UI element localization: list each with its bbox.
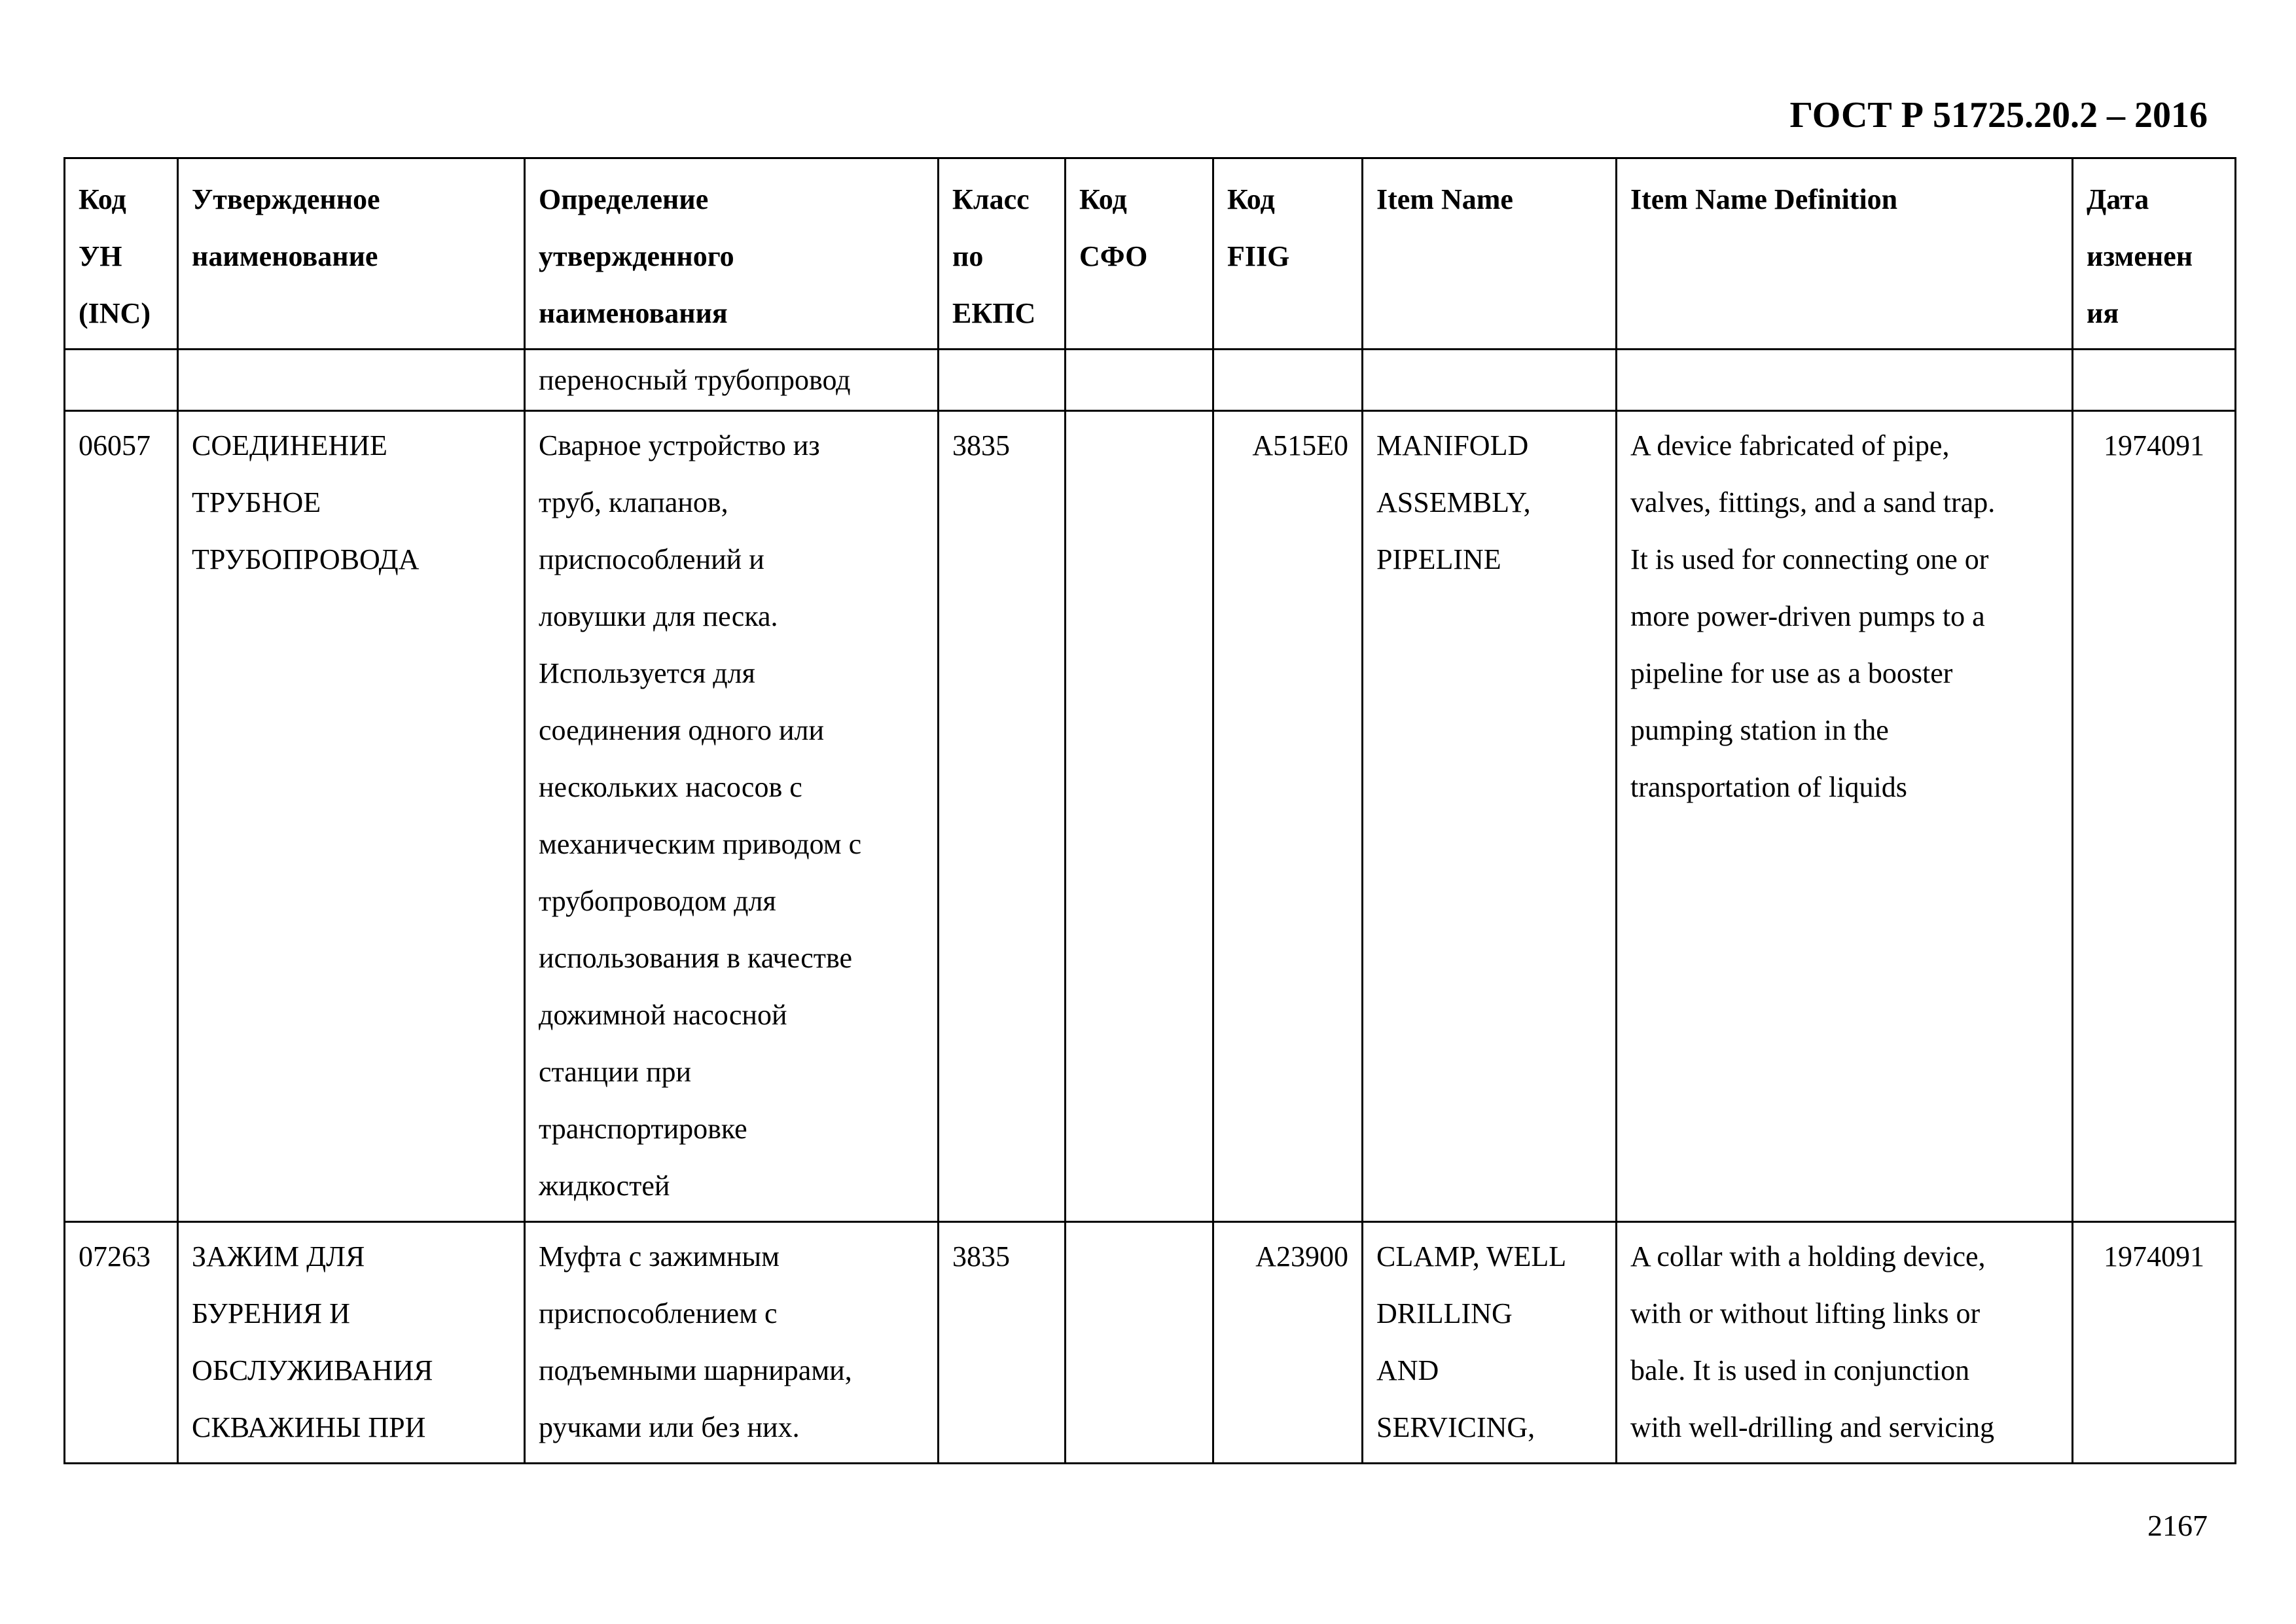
cell-text: приспособлений и (539, 543, 764, 575)
cell-text: СОЕДИНЕНИЕ (192, 429, 387, 461)
cell-definition (525, 411, 939, 1222)
cell-ekps: 3835 (939, 411, 1066, 1222)
cell-text: transportation of liquids (1630, 771, 1907, 803)
col-header-inc (65, 158, 178, 350)
cell-date: 1974091 (2073, 411, 2236, 1222)
cell-sfo (1066, 350, 1213, 411)
cell-item-name (1363, 411, 1617, 1222)
cell-item-name (1363, 350, 1617, 411)
cell-inc: 07263 (65, 1222, 178, 1464)
cell-text: нескольких насосов с (539, 771, 802, 803)
cell-item-def (1617, 1222, 2073, 1464)
cell-text: ручками или без них. (539, 1411, 800, 1443)
cell-text: дожимной насосной (539, 999, 787, 1031)
col-header-definition (525, 158, 939, 350)
cell-text: ASSEMBLY, (1376, 486, 1531, 518)
cell-text: транспортировке (539, 1113, 747, 1145)
cell-text: приспособлением с (539, 1297, 778, 1329)
cell-text: ТРУБОПРОВОДА (192, 543, 420, 575)
cell-text: ловушки для песка. (539, 600, 778, 632)
cell-text: ЗАЖИМ ДЛЯ (192, 1240, 365, 1272)
cell-name (178, 411, 525, 1222)
cell-item-def (1617, 350, 2073, 411)
cell-name (178, 1222, 525, 1464)
document-standard-id: ГОСТ Р 51725.20.2 – 2016 (1789, 95, 2208, 135)
header-text: Определение (539, 183, 709, 215)
header-text: Дата (2087, 183, 2149, 215)
header-text: наименования (539, 297, 728, 329)
cell-fiig: A23900 (1213, 1222, 1363, 1464)
header-text: утвержденного (539, 240, 734, 272)
cell-fiig: A515E0 (1213, 411, 1363, 1222)
header-text: изменен (2087, 240, 2193, 272)
cell-name (178, 350, 525, 411)
cell-fiig (1213, 350, 1363, 411)
cell-sfo (1066, 1222, 1213, 1464)
cell-text: станции при (539, 1056, 692, 1088)
table-row-continuation (65, 350, 2236, 411)
header-text: по (952, 240, 984, 272)
cell-text: bale. It is used in conjunction (1630, 1354, 1970, 1386)
cell-text: жидкостей (539, 1170, 670, 1202)
cell-text: механическим приводом с (539, 828, 862, 860)
cell-text: It is used for connecting one or (1630, 543, 1989, 575)
cell-definition (525, 350, 939, 411)
header-text: Класс (952, 183, 1030, 215)
header-text: Утвержденное (192, 183, 380, 215)
cell-text: SERVICING, (1376, 1411, 1535, 1443)
cell-sfo (1066, 411, 1213, 1222)
cell-text: A device fabricated of pipe, (1630, 429, 1950, 461)
cell-text: БУРЕНИЯ И (192, 1297, 350, 1329)
cell-text: труб, клапанов, (539, 486, 728, 518)
table-header-row (65, 158, 2236, 350)
cell-text: with or without lifting links or (1630, 1297, 1981, 1329)
cell-inc: 06057 (65, 411, 178, 1222)
cell-item-name (1363, 1222, 1617, 1464)
cell-text: СКВАЖИНЫ ПРИ (192, 1411, 426, 1443)
cell-text: DRILLING (1376, 1297, 1513, 1329)
cell-definition (525, 1222, 939, 1464)
header-text: ия (2087, 297, 2119, 329)
cell-text: соединения одного или (539, 714, 825, 746)
header-text: Код (79, 183, 126, 215)
col-header-sfo-code (1066, 158, 1213, 350)
cell-text: MANIFOLD (1376, 429, 1529, 461)
cell-text: pumping station in the (1630, 714, 1889, 746)
cell-text: more power-driven pumps to a (1630, 600, 1985, 632)
col-header-fiig-code (1213, 158, 1363, 350)
cell-text: AND (1376, 1354, 1439, 1386)
header-text: (INC) (79, 297, 151, 329)
cell-text: Используется для (539, 657, 755, 689)
cell-text: ОБСЛУЖИВАНИЯ (192, 1354, 433, 1386)
cell-text: A collar with a holding device, (1630, 1240, 1986, 1272)
cell-date: 1974091 (2073, 1222, 2236, 1464)
header-text: Код (1227, 183, 1275, 215)
cell-inc (65, 350, 178, 411)
col-header-item-name (1363, 158, 1617, 350)
page-number: 2167 (2147, 1509, 2208, 1542)
cell-text: CLAMP, WELL (1376, 1240, 1567, 1272)
cell-text: Сварное устройство из (539, 429, 820, 461)
cell-ekps (939, 350, 1066, 411)
header-text: Item Name (1376, 183, 1513, 215)
header-text: FIIG (1227, 240, 1290, 272)
cell-date (2073, 350, 2236, 411)
cell-text: ТРУБНОЕ (192, 486, 321, 518)
header-text: Код (1079, 183, 1127, 215)
header-text: ЕКПС (952, 297, 1036, 329)
col-header-approved-name (178, 158, 525, 350)
cell-text: valves, fittings, and a sand trap. (1630, 486, 1996, 518)
cell-item-def (1617, 411, 2073, 1222)
table-row (65, 1222, 2236, 1464)
col-header-item-name-definition (1617, 158, 2073, 350)
header-text: СФО (1079, 240, 1148, 272)
cell-text: трубопроводом для (539, 885, 776, 917)
header-text: наименование (192, 240, 378, 272)
cell-ekps: 3835 (939, 1222, 1066, 1464)
col-header-ekps-class (939, 158, 1066, 350)
col-header-change-date (2073, 158, 2236, 350)
cell-text: pipeline for use as a booster (1630, 657, 1953, 689)
header-text: Item Name Definition (1630, 183, 1898, 215)
catalog-table (63, 157, 2236, 1464)
table-row (65, 411, 2236, 1222)
cell-text: подъемными шарнирами, (539, 1354, 852, 1386)
cell-text: переносный трубопровод (539, 364, 851, 396)
cell-text: PIPELINE (1376, 543, 1501, 575)
cell-text: with well-drilling and servicing (1630, 1411, 1994, 1443)
cell-text: использования в качестве (539, 942, 853, 974)
header-text: УН (79, 240, 122, 272)
cell-text: Муфта с зажимным (539, 1240, 780, 1272)
